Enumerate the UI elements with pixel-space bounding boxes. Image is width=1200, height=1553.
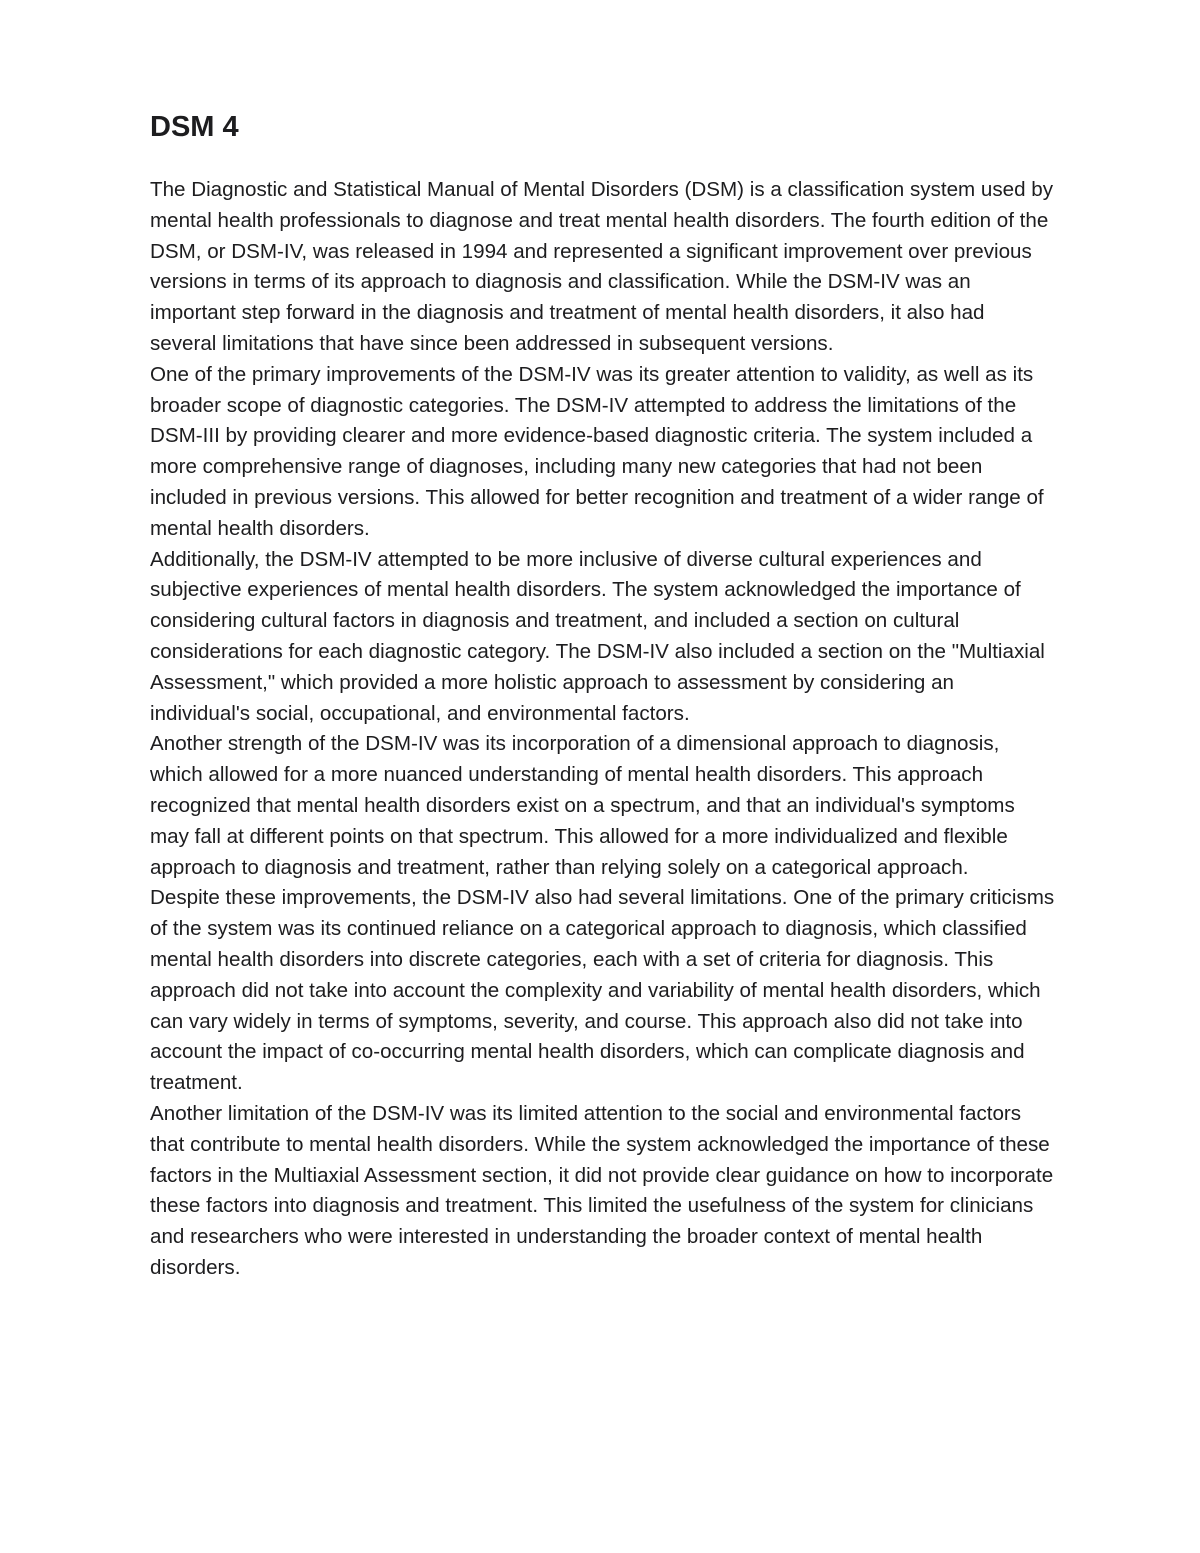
paragraph-dimensional: Another strength of the DSM-IV was its incorporation of a dimensional approach to diagnosis, which allowed for a more nuanced understanding of mental health disorders. This approach recognized that mental health disorders exist on a spectrum, and that an individual's symptoms may fall at different points on that spectrum. This allowed for a more individualized and flexible approach to diagnosis and treatment, rather than relying solely on a categorical approach.	[150, 732, 1015, 879]
paragraph-limitations: Despite these improvements, the DSM-IV also had several limitations. One of the primary criticisms of the system was its continued reliance on a categorical approach to diagnosis, which classified mental health disorders into discrete categories, each with a set of criteria for diagnosis. This approach did not take into account the complexity and variability of mental health disorders, which can vary widely in terms of symptoms, severity, and course. This approach also did not take into account the impact of co-occurring mental health disorders, which can complicate diagnosis and treatment.	[150, 886, 1055, 1095]
document-body	[150, 175, 1055, 1284]
paragraph-social-factors: Another limitation of the DSM-IV was its limited attention to the social and environmental factors that contribute to mental health disorders. While the system acknowledged the importance of these factors in the Multiaxial Assessment section, it did not provide clear guidance on how to incorporate these factors into diagnosis and treatment. This limited the usefulness of the system for clinicians and researchers who were interested in understanding the broader context of mental health disorders.	[150, 1101, 1054, 1279]
paragraph-intro: The Diagnostic and Statistical Manual of Mental Disorders (DSM) is a classification system used by mental health professionals to diagnose and treat mental health disorders. The fourth edition of the DSM, or DSM-IV, was released in 1994 and represented a significant improvement over previous versions in terms of its approach to diagnosis and classification. While the DSM-IV was an important step forward in the diagnosis and treatment of mental health disorders, it also had several limitations that have since been addressed in subsequent versions.	[150, 178, 1054, 355]
paragraph-cultural: Additionally, the DSM-IV attempted to be more inclusive of diverse cultural experiences and subjective experiences of mental health disorders. The system acknowledged the importance of considering cultural factors in diagnosis and treatment, and included a section on cultural considerations for each diagnostic category. The DSM-IV also included a section on the "Multiaxial Assessment," which provided a more holistic approach to assessment by considering an individual's social, occupational, and environmental factors.	[150, 547, 1045, 725]
paragraph-improvements: One of the primary improvements of the DSM-IV was its greater attention to validity, as well as its broader scope of diagnostic categories. The DSM-IV attempted to address the limitations of the DSM-III by providing clearer and more evidence-based diagnostic criteria. The system included a more comprehensive range of diagnoses, including many new categories that had not been included in previous versions. This allowed for better recognition and treatment of a wider range of mental health disorders.	[150, 362, 1044, 540]
page-title: DSM 4	[150, 111, 239, 143]
